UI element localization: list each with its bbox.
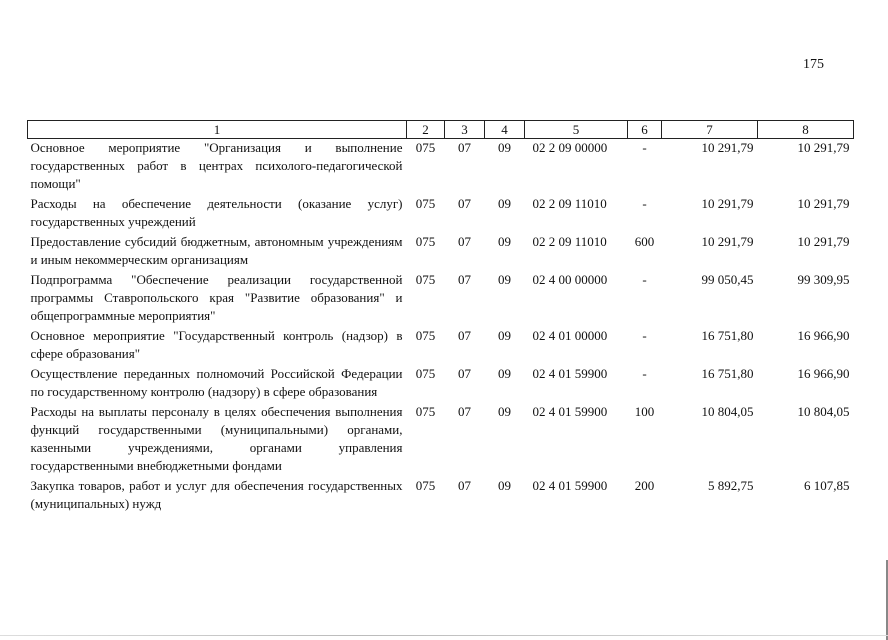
row-code: 075 (415, 234, 436, 249)
row-target: 02 2 09 00000 (532, 140, 608, 155)
column-header: 5 (525, 121, 628, 139)
row-subsection: 09 (498, 140, 511, 155)
table-row (28, 365, 854, 403)
row-code: 075 (415, 140, 436, 155)
row-type: - (642, 196, 647, 211)
row-type: 100 (634, 404, 655, 419)
row-subsection: 09 (498, 234, 511, 249)
row-sum2: 16 966,90 (797, 366, 850, 381)
row-subsection: 09 (498, 328, 511, 343)
table-header-row (28, 121, 854, 139)
row-target: 02 4 01 59900 (532, 366, 608, 381)
row-subsection: 09 (498, 196, 511, 211)
row-sum1: 10 291,79 (701, 234, 754, 249)
row-section: 07 (458, 272, 471, 287)
row-sum2: 99 309,95 (797, 272, 850, 287)
scan-bottom-line (0, 635, 888, 636)
row-sum1: 99 050,45 (701, 272, 754, 287)
row-type: - (642, 366, 647, 381)
page-number: 175 (803, 57, 824, 72)
table-row (28, 327, 854, 365)
row-type: - (642, 328, 647, 343)
row-sum1: 5 892,75 (708, 478, 754, 493)
row-sum1: 10 291,79 (701, 140, 754, 155)
column-header: 3 (445, 121, 485, 139)
table-row (28, 271, 854, 327)
row-type: 600 (634, 234, 655, 249)
row-name: Расходы на обеспечение деятельности (оказание услуг) государственных учреждений (30, 196, 403, 229)
row-name: Основное мероприятие "Государственный контроль (надзор) в сфере образования" (30, 328, 403, 361)
row-sum2: 10 291,79 (797, 234, 850, 249)
row-section: 07 (458, 478, 471, 493)
row-name: Подпрограмма "Обеспечение реализации государственной программы Ставропольского края "Развитие образования" и общепрограммные мероприятия" (30, 272, 403, 323)
row-target: 02 4 01 00000 (532, 328, 608, 343)
row-target: 02 2 09 11010 (532, 234, 607, 249)
row-code: 075 (415, 328, 436, 343)
row-name: Расходы на выплаты персоналу в целях обеспечения выполнения функций государственными (муниципальными) органами, казенными учреждениями, органами управления государственными внебюджетными фондами (30, 404, 403, 473)
row-section: 07 (458, 234, 471, 249)
row-type: - (642, 272, 647, 287)
row-subsection: 09 (498, 366, 511, 381)
row-sum2: 10 291,79 (797, 140, 850, 155)
column-header: 6 (628, 121, 662, 139)
budget-table (27, 120, 854, 515)
column-header: 1 (28, 121, 407, 139)
row-type: 200 (634, 478, 655, 493)
row-sum1: 16 751,80 (701, 328, 754, 343)
table-row (28, 403, 854, 477)
row-section: 07 (458, 140, 471, 155)
table-row (28, 195, 854, 233)
table-row (28, 233, 854, 271)
row-code: 075 (415, 478, 436, 493)
row-type: - (642, 140, 647, 155)
row-section: 07 (458, 328, 471, 343)
row-name: Осуществление переданных полномочий Российской Федерации по государственному контролю (надзору) в сфере образования (30, 366, 403, 399)
row-sum2: 10 804,05 (797, 404, 850, 419)
row-name: Основное мероприятие "Организация и выполнение государственных работ в центрах психолого-педагогической помощи" (30, 140, 403, 191)
row-section: 07 (458, 366, 471, 381)
row-subsection: 09 (498, 272, 511, 287)
table-row (28, 477, 854, 515)
row-sum2: 16 966,90 (797, 328, 850, 343)
row-target: 02 4 01 59900 (532, 404, 608, 419)
row-sum1: 16 751,80 (701, 366, 754, 381)
row-subsection: 09 (498, 404, 511, 419)
column-header: 8 (758, 121, 854, 139)
row-sum1: 10 804,05 (701, 404, 754, 419)
row-subsection: 09 (498, 478, 511, 493)
row-target: 02 4 01 59900 (532, 478, 608, 493)
row-section: 07 (458, 404, 471, 419)
row-code: 075 (415, 404, 436, 419)
row-section: 07 (458, 196, 471, 211)
row-code: 075 (415, 196, 436, 211)
column-header: 7 (662, 121, 758, 139)
row-target: 02 4 00 00000 (532, 272, 608, 287)
column-header: 4 (485, 121, 525, 139)
column-header: 2 (407, 121, 445, 139)
row-target: 02 2 09 11010 (532, 196, 607, 211)
row-sum1: 10 291,79 (701, 196, 754, 211)
row-name: Предоставление субсидий бюджетным, автономным учреждениям и иным некоммерческим организациям (30, 234, 403, 267)
row-name: Закупка товаров, работ и услуг для обеспечения государственных (муниципальных) нужд (30, 478, 403, 511)
row-sum2: 6 107,85 (804, 478, 850, 493)
row-code: 075 (415, 272, 436, 287)
table-row (28, 139, 854, 196)
row-code: 075 (415, 366, 436, 381)
row-sum2: 10 291,79 (797, 196, 850, 211)
